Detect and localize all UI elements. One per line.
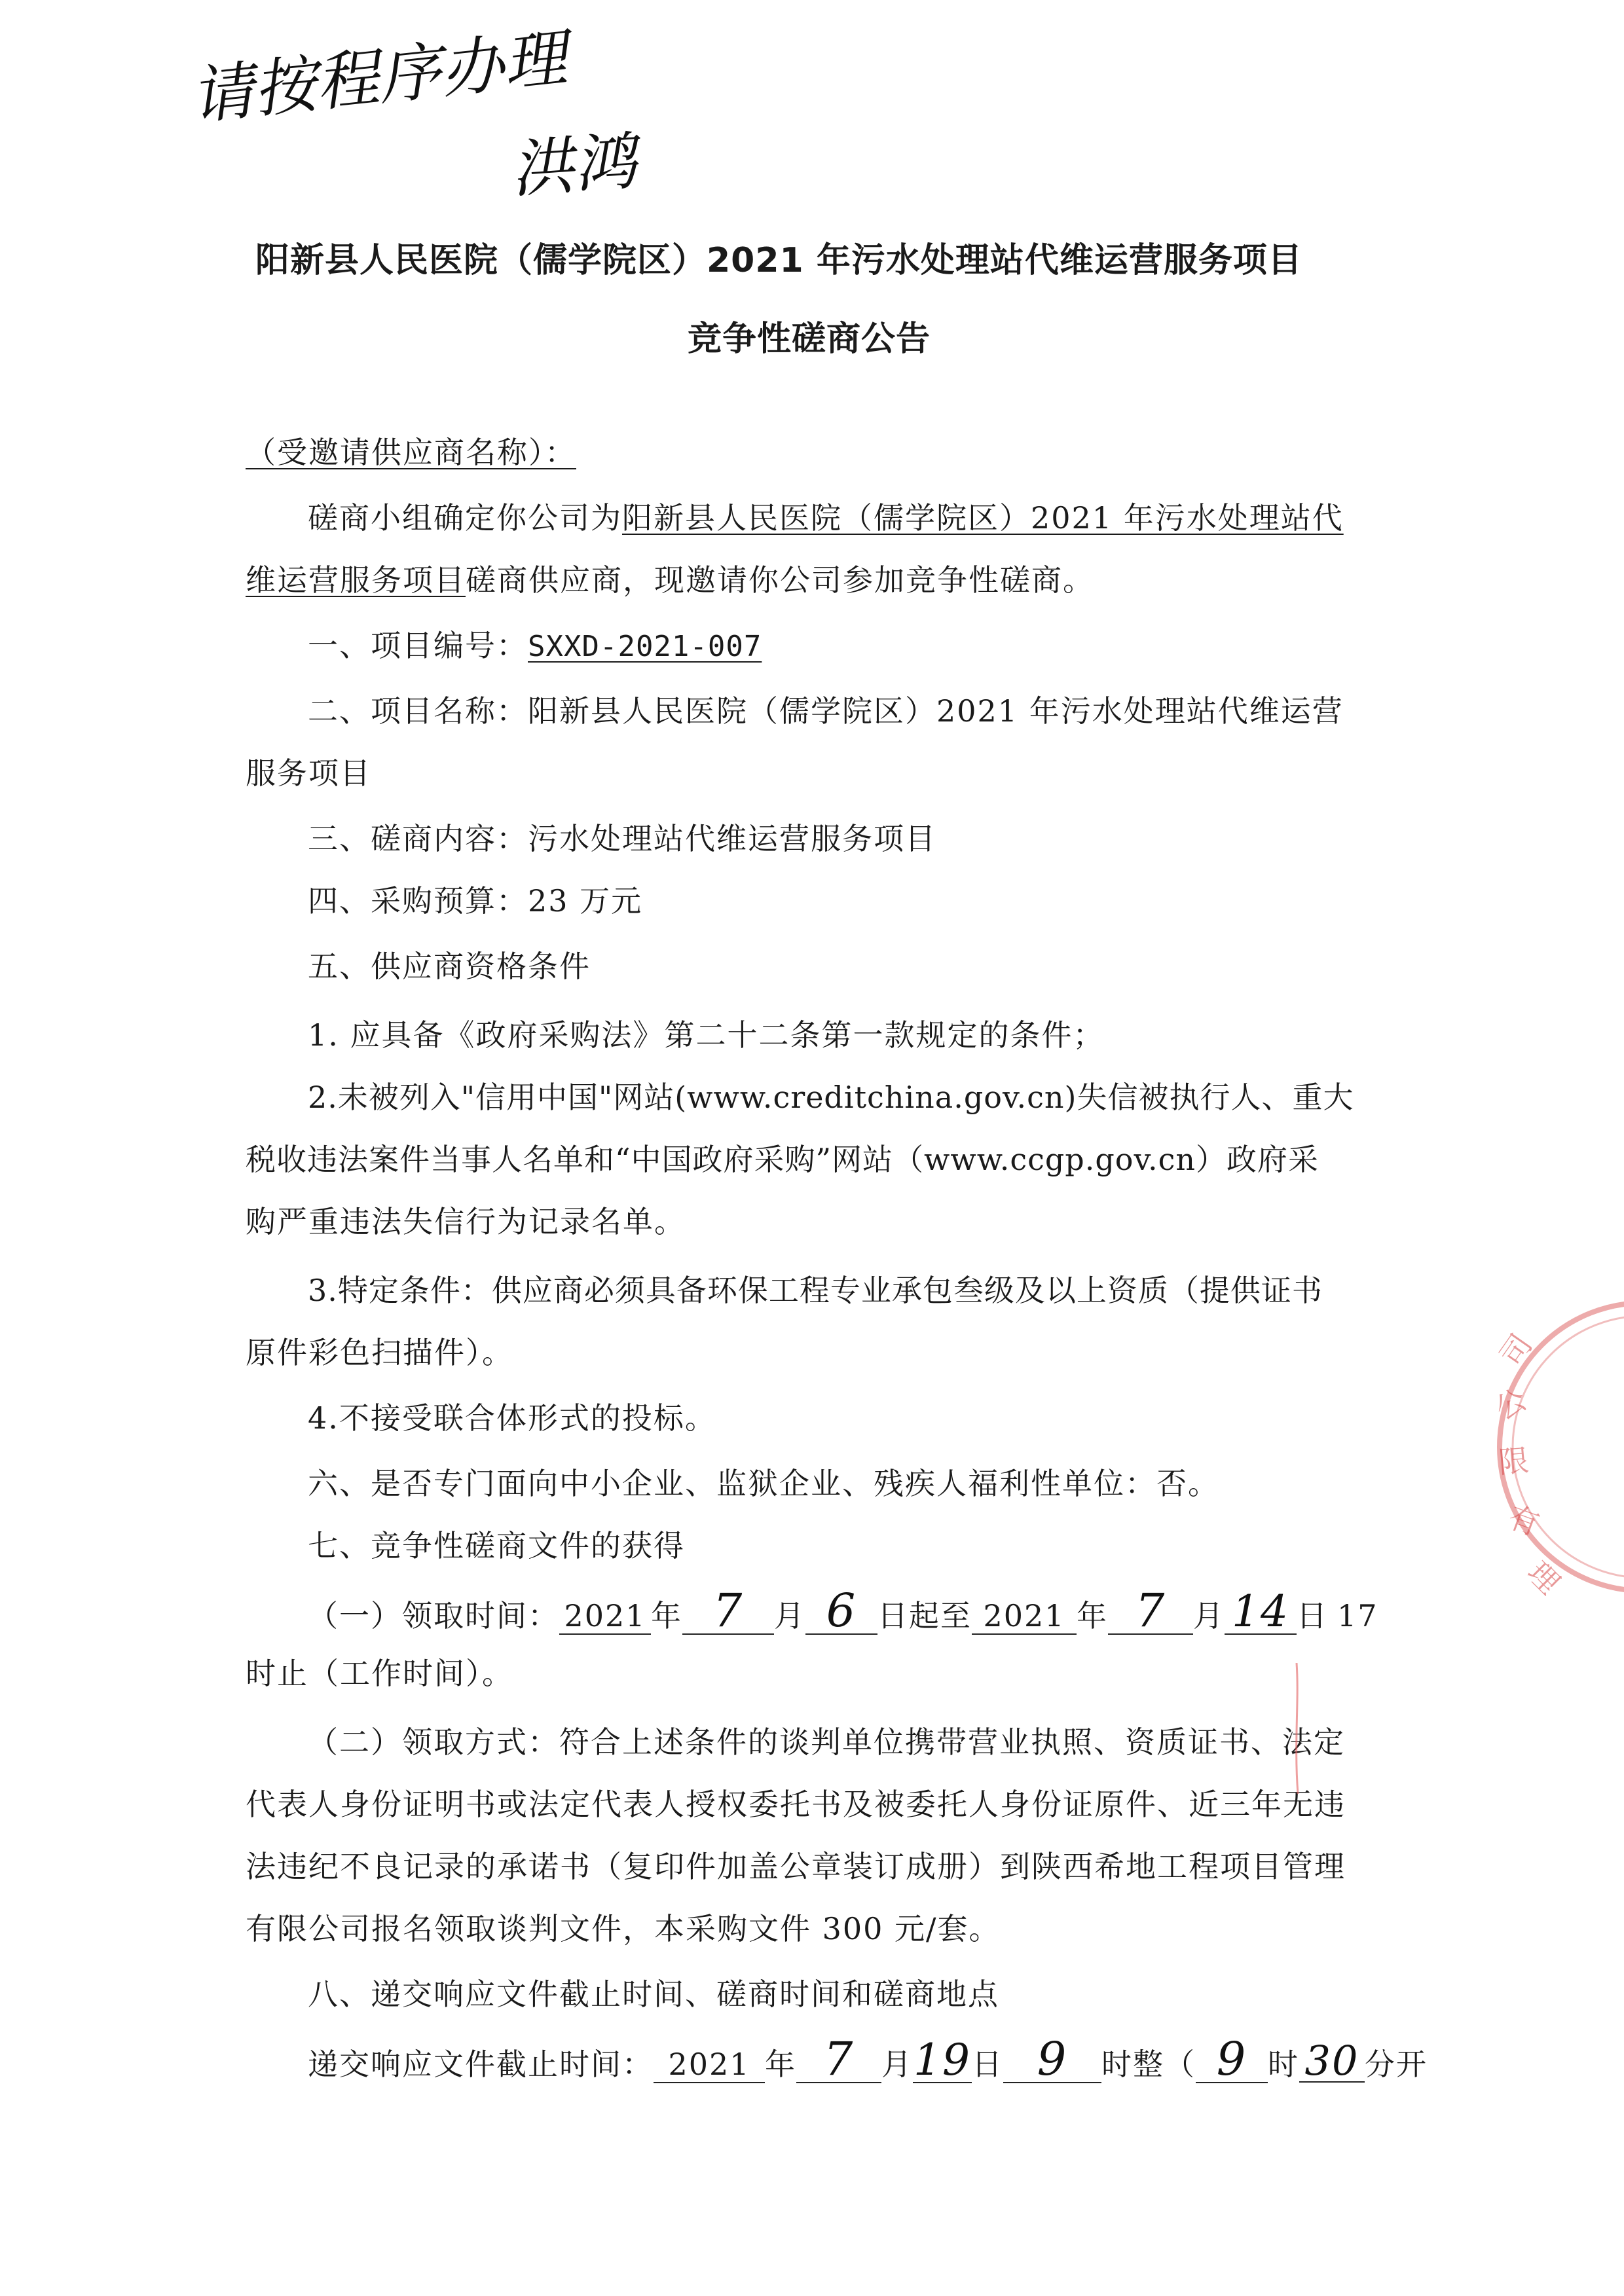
qualification-3-line1: 3.特定条件：供应商必须具备环保工程专业承包叁级及以上资质（提供证书 bbox=[308, 1273, 1323, 1308]
document-title-line2: 竞争性磋商公告 bbox=[688, 319, 931, 359]
project-name-line1 bbox=[308, 687, 1344, 731]
qualification-1: 1. 应具备《政府采购法》第二十二条第一款规定的条件； bbox=[308, 1017, 1105, 1053]
handwritten-instruction: 请按程序办理 bbox=[187, 21, 570, 134]
deadline-month: 7 bbox=[796, 2036, 881, 2083]
deadline-hour-tail: 时整（ bbox=[1101, 2047, 1196, 2082]
opening-minute: 30 bbox=[1299, 2041, 1365, 2083]
section6-line: 六、是否专门面向中小企业、监狱企业、残疾人福利性单位：否。 bbox=[308, 1466, 1219, 1501]
year-char: 年 bbox=[651, 1598, 682, 1633]
collection-method-line2: 代表人身份证明书或法定代表人授权委托书及被委托人身份证原件、近三年无违 bbox=[246, 1787, 1346, 1822]
project-name-line2: 服务项目 bbox=[246, 756, 371, 791]
intro-prefix: 磋商小组确定你公司为 bbox=[308, 500, 622, 536]
qualification-2-line2: 税收违法案件当事人名单和“中国政府采购”网站（www.ccgp.gov.cn）政府采 bbox=[246, 1142, 1320, 1177]
consultation-content-value: 污水处理站代维运营服务项目 bbox=[528, 821, 936, 856]
start-day: 6 bbox=[805, 1588, 877, 1635]
svg-text:有: 有 bbox=[1504, 1499, 1544, 1543]
project-number-line bbox=[308, 622, 762, 665]
year-char-2: 年 bbox=[1077, 1598, 1108, 1633]
intro-line1 bbox=[308, 494, 1344, 538]
collection-time-tail: 时止（工作时间）。 bbox=[246, 1656, 513, 1691]
qualification-2-line3: 购严重违法失信行为记录名单。 bbox=[246, 1204, 686, 1239]
project-number-label: 一、项目编号： bbox=[308, 628, 528, 663]
intro-project-name-part2: 维运营服务项目 bbox=[246, 562, 466, 598]
section7-heading: 七、竞争性磋商文件的获得 bbox=[308, 1528, 685, 1563]
deadline-year-char: 年 bbox=[765, 2047, 796, 2082]
collection-method-line1: （二）领取方式：符合上述条件的谈判单位携带营业执照、资质证书、法定 bbox=[308, 1724, 1345, 1760]
project-name-label: 二、项目名称： bbox=[308, 693, 528, 729]
collection-method-line3: 法违纪不良记录的承诺书（复印件加盖公章装订成册）到陕西希地工程项目管理 bbox=[246, 1849, 1346, 1884]
start-year: 2021 bbox=[559, 1598, 651, 1635]
svg-text:司: 司 bbox=[1492, 1327, 1540, 1373]
project-number-value: SXXD-2021-007 bbox=[528, 630, 762, 663]
deadline-year: 2021 bbox=[654, 2047, 765, 2083]
deadline-hour: 9 bbox=[1003, 2036, 1101, 2083]
deadline-day-char: 日 bbox=[972, 2047, 1003, 2082]
deadline-month-char: 月 bbox=[881, 2047, 913, 2082]
consultation-content-label: 三、磋商内容： bbox=[308, 821, 528, 856]
month-char: 月 bbox=[774, 1598, 805, 1633]
day-char: 日 bbox=[1297, 1598, 1328, 1633]
handwritten-signature: 洪鸿 bbox=[508, 124, 639, 207]
collection-method-line4: 有限公司报名领取谈判文件，本采购文件 300 元/套。 bbox=[246, 1911, 1001, 1946]
deadline-line bbox=[308, 2032, 1428, 2086]
budget-label: 四、采购预算： bbox=[308, 883, 528, 919]
qualification-heading: 五、供应商资格条件 bbox=[308, 949, 591, 984]
end-month: 7 bbox=[1108, 1588, 1193, 1635]
section8-heading: 八、递交响应文件截止时间、磋商时间和磋商地点 bbox=[308, 1977, 999, 2012]
fen-kai-text: 分开 bbox=[1365, 2047, 1428, 2082]
pen-stroke-mark bbox=[1277, 1663, 1316, 1794]
start-month: 7 bbox=[682, 1588, 774, 1635]
month-char-2: 月 bbox=[1193, 1598, 1225, 1633]
end-hour: 17 bbox=[1337, 1598, 1378, 1633]
company-seal-stamp bbox=[1467, 1283, 1624, 1611]
collection-time-line bbox=[308, 1584, 1378, 1637]
qualification-2-line1: 2.未被列入"信用中国"网站(www.creditchina.gov.cn)失信被执行人、重大 bbox=[308, 1080, 1354, 1115]
deadline-label: 递交响应文件截止时间： bbox=[308, 2047, 654, 2082]
collection-time-label: （一）领取时间： bbox=[308, 1598, 559, 1633]
intro-suffix: 磋商供应商，现邀请你公司参加竞争性磋商。 bbox=[466, 562, 1094, 598]
end-year: 2021 bbox=[972, 1598, 1077, 1635]
budget-value: 23 万元 bbox=[528, 883, 643, 919]
shi-char: 时 bbox=[1268, 2047, 1299, 2082]
document-title-line1: 阳新县人民医院（儒学院区）2021 年污水处理站代维运营服务项目 bbox=[255, 241, 1302, 280]
project-name-value-part1: 阳新县人民医院（儒学院区）2021 年污水处理站代维运营 bbox=[528, 693, 1344, 729]
qualification-3-line2: 原件彩色扫描件）。 bbox=[246, 1335, 513, 1370]
qualification-4: 4.不接受联合体形式的投标。 bbox=[308, 1400, 716, 1436]
intro-project-name-part1: 阳新县人民医院（儒学院区）2021 年污水处理站代 bbox=[622, 500, 1344, 536]
deadline-day: 19 bbox=[913, 2035, 971, 2085]
svg-text:公: 公 bbox=[1488, 1381, 1533, 1427]
end-day: 14 bbox=[1225, 1590, 1297, 1635]
opening-hour: 9 bbox=[1196, 2036, 1268, 2083]
budget-line bbox=[308, 877, 642, 920]
svg-text:理: 理 bbox=[1521, 1554, 1567, 1601]
mid-text: 日起至 bbox=[877, 1598, 972, 1633]
svg-text:限: 限 bbox=[1497, 1442, 1530, 1480]
intro-line2 bbox=[246, 556, 1094, 600]
addressee-line: （受邀请供应商名称）： bbox=[246, 435, 576, 470]
consultation-content-line bbox=[308, 815, 936, 858]
